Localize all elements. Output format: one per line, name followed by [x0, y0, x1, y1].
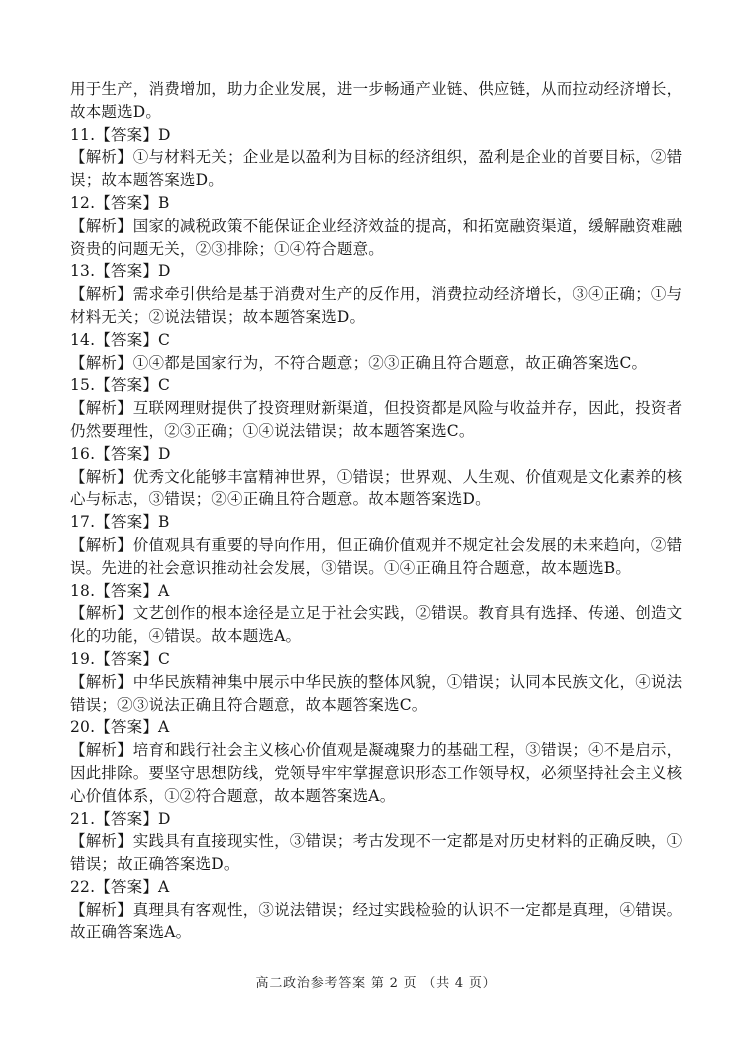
- answer-content: [70, 78, 690, 944]
- answer-line: 13.【答案】D: [70, 262, 171, 281]
- answer-line: 16.【答案】D: [70, 444, 171, 463]
- analysis-text: 【解析】真理具有客观性，③说法错误；经过实践检验的认识不一定都是真理，④错误。故正确答案选A。: [70, 900, 683, 942]
- answer-item-20: [70, 716, 690, 807]
- analysis-text: 【解析】实践具有直接现实性，③错误；考古发现不一定都是对历史材料的正确反映，①错误；故正确答案选D。: [70, 832, 683, 874]
- analysis-text: 【解析】互联网理财提供了投资理财新渠道，但投资都是风险与收益并存，因此，投资者仍然要理性，②③正确；①④说法错误；故本题答案选C。: [70, 399, 683, 440]
- analysis-text: 【解析】需求牵引供给是基于消费对生产的反作用，消费拉动经济增长，③④正确；①与材料无关；②说法错误；故本题答案选D。: [70, 285, 683, 326]
- answer-line: 14.【答案】C: [70, 330, 171, 349]
- analysis-text: 【解析】国家的减税政策不能保证企业经济效益的提高，和拓宽融资渠道，缓解融资难融资贵的问题无关，②③排除；①④符合题意。: [70, 216, 683, 258]
- answer-line: 20.【答案】A: [70, 718, 170, 737]
- answer-item-18: [70, 580, 690, 648]
- answer-item-17: [70, 511, 690, 579]
- analysis-text: 【解析】①与材料无关；企业是以盈利为目标的经济组织，盈利是企业的首要目标，②错误；故本题答案选D。: [70, 148, 683, 190]
- analysis-text: 【解析】①④都是国家行为，不符合题意；②③正确且符合题意，故正确答案选C。: [70, 353, 648, 372]
- answer-line: 12.【答案】B: [70, 193, 170, 212]
- analysis-text: 【解析】文艺创作的根本途径是立足于社会实践，②错误。教育具有选择、传递、创造文化的功能，④错误。故本题选A。: [70, 604, 683, 646]
- answer-item-12: [70, 192, 690, 260]
- answer-item-21: [70, 808, 690, 876]
- answer-item-15: [70, 374, 690, 442]
- answer-item-22: [70, 876, 690, 944]
- page-footer: 高二政治参考答案 第 2 页 （共 4 页）: [255, 976, 497, 991]
- answer-line: 19.【答案】C: [70, 649, 171, 668]
- answer-line: 17.【答案】B: [70, 513, 170, 532]
- analysis-text: 【解析】价值观具有重要的导向作用，但正确价值观并不规定社会发展的未来趋向，②错误。先进的社会意识推动社会发展，③错误。①④正确且符合题意，故本题选B。: [70, 535, 683, 577]
- analysis-text: 【解析】中华民族精神集中展示中华民族的整体风貌，①错误；认同本民族文化，④说法错误；②③说法正确且符合题意，故本题答案选C。: [70, 672, 683, 714]
- answer-item-14: [70, 329, 690, 375]
- answer-line: 15.【答案】C: [70, 376, 171, 395]
- answer-line: 21.【答案】D: [70, 809, 171, 828]
- answer-line: 11.【答案】D: [70, 125, 171, 144]
- answer-item-19: [70, 648, 690, 716]
- answer-item-11: [70, 124, 690, 192]
- answer-line: 18.【答案】A: [70, 581, 170, 600]
- answer-line: 22.【答案】A: [70, 877, 170, 896]
- analysis-text: 【解析】培育和践行社会主义核心价值观是凝魂聚力的基础工程，③错误；④不是启示，因此排除。要坚守思想防线，党领导牢牢掌握意识形态工作领导权，必须坚持社会主义核心价值体系，①②符合题意，故本题答案选A。: [70, 741, 683, 805]
- analysis-text: 【解析】优秀文化能够丰富精神世界，①错误；世界观、人生观、价值观是文化素养的核心与标志，③错误；②④正确且符合题意。故本题答案选D。: [70, 467, 683, 509]
- answer-item-13: [70, 260, 690, 328]
- answer-item-16: [70, 443, 690, 511]
- intro-paragraph: 用于生产，消费增加，助力企业发展，进一步畅通产业链、供应链，从而拉动经济增长，故本题选D。: [70, 80, 683, 121]
